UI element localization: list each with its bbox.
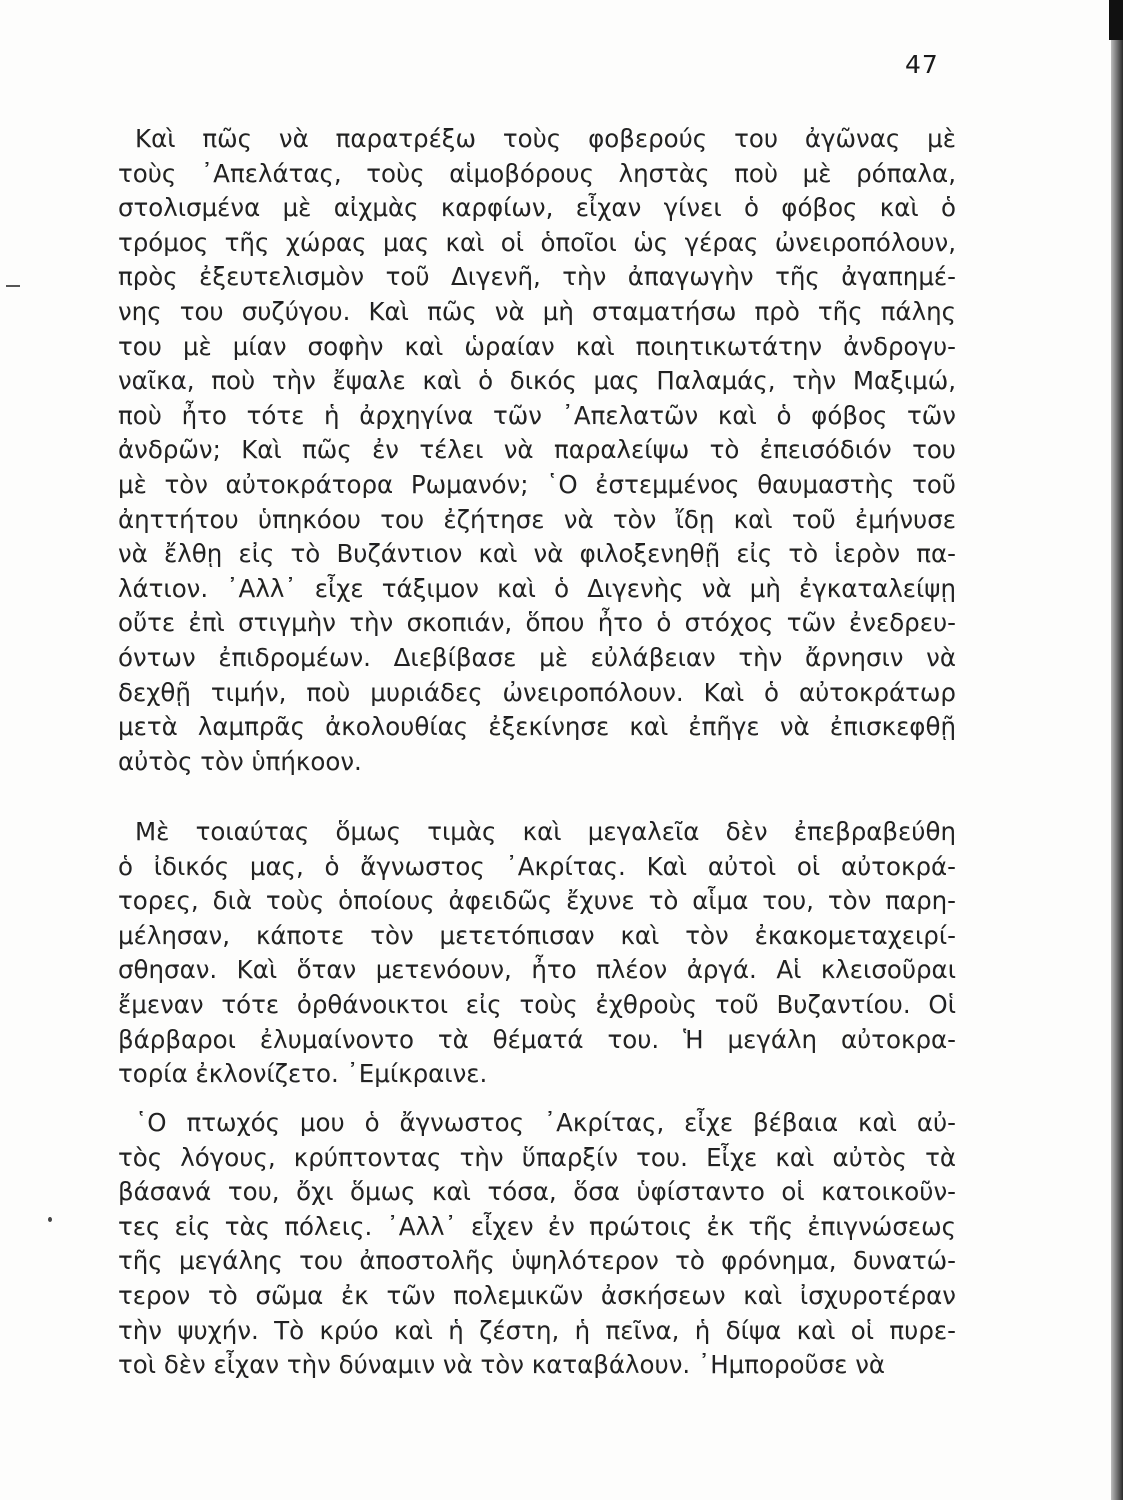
text-line: οὔτε ἐπὶ στιγμὴν τὴν σκοπιάν, ὅπου ἦτο ὁ στόχος τῶν ἐνεδρευ- [118, 608, 956, 638]
text-line: μετὰ λαμπρᾶς ἀκολουθίας ἐξεκίνησε καὶ ἐπῆγε νὰ ἐπισκεφθῇ [118, 712, 956, 742]
text-line: τοὶ δὲν εἶχαν τὴν δύναμιν νὰ τὸν καταβάλουν. ᾿Ημποροῦσε νὰ [118, 1350, 886, 1380]
page-corner-shadow [1109, 0, 1123, 40]
margin-mark [6, 285, 20, 287]
text-line: ἔμεναν τότε ὀρθάνοικτοι εἰς τοὺς ἐχθροὺς τοῦ Βυζαντίου. Οἱ [118, 990, 956, 1019]
text-line: ῾Ο πτωχός μου ὁ ἄγνωστος ᾿Ακρίτας, εἶχε βέβαια καὶ αὐ- [135, 1108, 956, 1137]
text-line: βάρβαροι ἐλυμαίνοντο τὰ θέματά του. Ἡ μεγάλη αὐτοκρα- [118, 1024, 956, 1054]
text-line: βάσανά του, ὄχι ὅμως καὶ τόσα, ὅσα ὑφίσταντο οἱ κατοικοῦν- [118, 1177, 956, 1207]
text-line: αὐτὸς τὸν ὑπήκοον. [118, 746, 362, 776]
text-line: τερον τὸ σῶμα ἐκ τῶν πολεμικῶν ἀσκήσεων καὶ ἰσχυροτέραν [118, 1281, 956, 1310]
text-line: σθησαν. Καὶ ὅταν μετενόουν, ἦτο πλέον ἀργά. Αἱ κλεισοῦραι [118, 955, 956, 985]
text-line: Καὶ πῶς νὰ παρατρέξω τοὺς φοβερούς του ἀγῶνας μὲ [135, 124, 956, 153]
page-number: 47 [905, 50, 939, 79]
text-line: τρόμος τῆς χώρας μας καὶ οἱ ὁποῖοι ὡς γέρας ὠνειροπόλουν, [118, 227, 956, 257]
text-line: ναῖκα, ποὺ τὴν ἔψαλε καὶ ὁ δικός μας Παλαμάς, τὴν Μαξιμώ, [118, 366, 956, 396]
margin-dot [48, 1217, 52, 1222]
text-line: ἀηττήτου ὑπηκόου του ἐζήτησε νὰ τὸν ἴδῃ καὶ τοῦ ἐμήνυσε [118, 504, 956, 534]
text-line: λάτιον. ᾿Αλλ᾿ εἶχε τάξιμον καὶ ὁ Διγενὴς νὰ μὴ ἐγκαταλείψῃ [118, 573, 956, 603]
text-line: Μὲ τοιαύτας ὅμως τιμὰς καὶ μεγαλεῖα δὲν ἐπεβραβεύθη [135, 817, 956, 846]
text-line: νὰ ἔλθῃ εἰς τὸ Βυζάντιον καὶ νὰ φιλοξενηθῇ εἰς τὸ ἱερὸν πα- [118, 539, 956, 569]
text-line: ποὺ ἦτο τότε ἡ ἀρχηγίνα τῶν ᾿Απελατῶν καὶ ὁ φόβος τῶν [118, 400, 956, 430]
text-line: ὁ ἰδικός μας, ὁ ἄγνωστος ᾿Ακρίτας. Καὶ αὐτοὶ οἱ αὐτοκρά- [118, 851, 956, 881]
text-line: τορία ἐκλονίζετο. ᾿Εμίκραινε. [118, 1059, 488, 1089]
text-line: τὸς λόγους, κρύπτοντας τὴν ὕπαρξίν του. Εἶχε καὶ αὐτὸς τὰ [118, 1142, 956, 1172]
text-line: δεχθῇ τιμήν, ποὺ μυριάδες ὠνειροπόλουν. Καὶ ὁ αὐτοκράτωρ [118, 677, 956, 707]
text-line: μέλησαν, κάποτε τὸν μετετόπισαν καὶ τὸν ἐκακομεταχειρί- [118, 920, 956, 950]
text-line: τορες, διὰ τοὺς ὁποίους ἀφειδῶς ἔχυνε τὸ αἷμα του, τὸν παρη- [118, 886, 956, 916]
text-line: μὲ τὸν αὐτοκράτορα Ρωμανόν; ῾Ο ἐστεμμένος θαυμαστὴς τοῦ [118, 470, 956, 499]
text-line: τες εἰς τὰς πόλεις. ᾿Αλλ᾿ εἶχεν ἐν πρώτοις ἐκ τῆς ἐπιγνώσεως [118, 1211, 956, 1241]
text-line: τῆς μεγάλης του ἀποστολῆς ὑψηλότερον τὸ φρόνημα, δυνατώ- [118, 1246, 956, 1276]
text-line: του μὲ μίαν σοφὴν καὶ ὡραίαν καὶ ποιητικωτάτην ἀνδρογυ- [118, 331, 956, 361]
text-line: τοὺς ᾿Απελάτας, τοὺς αἱμοβόρους ληστὰς ποὺ μὲ ρόπαλα, [118, 158, 956, 188]
text-line: πρὸς ἐξευτελισμὸν τοῦ Διγενῆ, τὴν ἀπαγωγὴν τῆς ἀγαπημέ- [118, 262, 956, 292]
page-edge-shadow [1111, 0, 1123, 1500]
text-line: ἀνδρῶν; Καὶ πῶς ἐν τέλει νὰ παραλείψω τὸ ἐπεισόδιόν του [118, 435, 956, 465]
text-line: τὴν ψυχήν. Τὸ κρύο καὶ ἡ ζέστη, ἡ πεῖνα, ἡ δίψα καὶ οἱ πυρε- [118, 1315, 956, 1345]
text-line: όντων ἐπιδρομέων. Διεβίβασε μὲ εὐλάβειαν τὴν ἄρνησιν νὰ [118, 643, 956, 672]
text-line: νης του συζύγου. Καὶ πῶς νὰ μὴ σταματήσω πρὸ τῆς πάλης [118, 297, 956, 326]
text-line: στολισμένα μὲ αἰχμὰς καρφίων, εἶχαν γίνει ὁ φόβος καὶ ὁ [118, 193, 956, 223]
